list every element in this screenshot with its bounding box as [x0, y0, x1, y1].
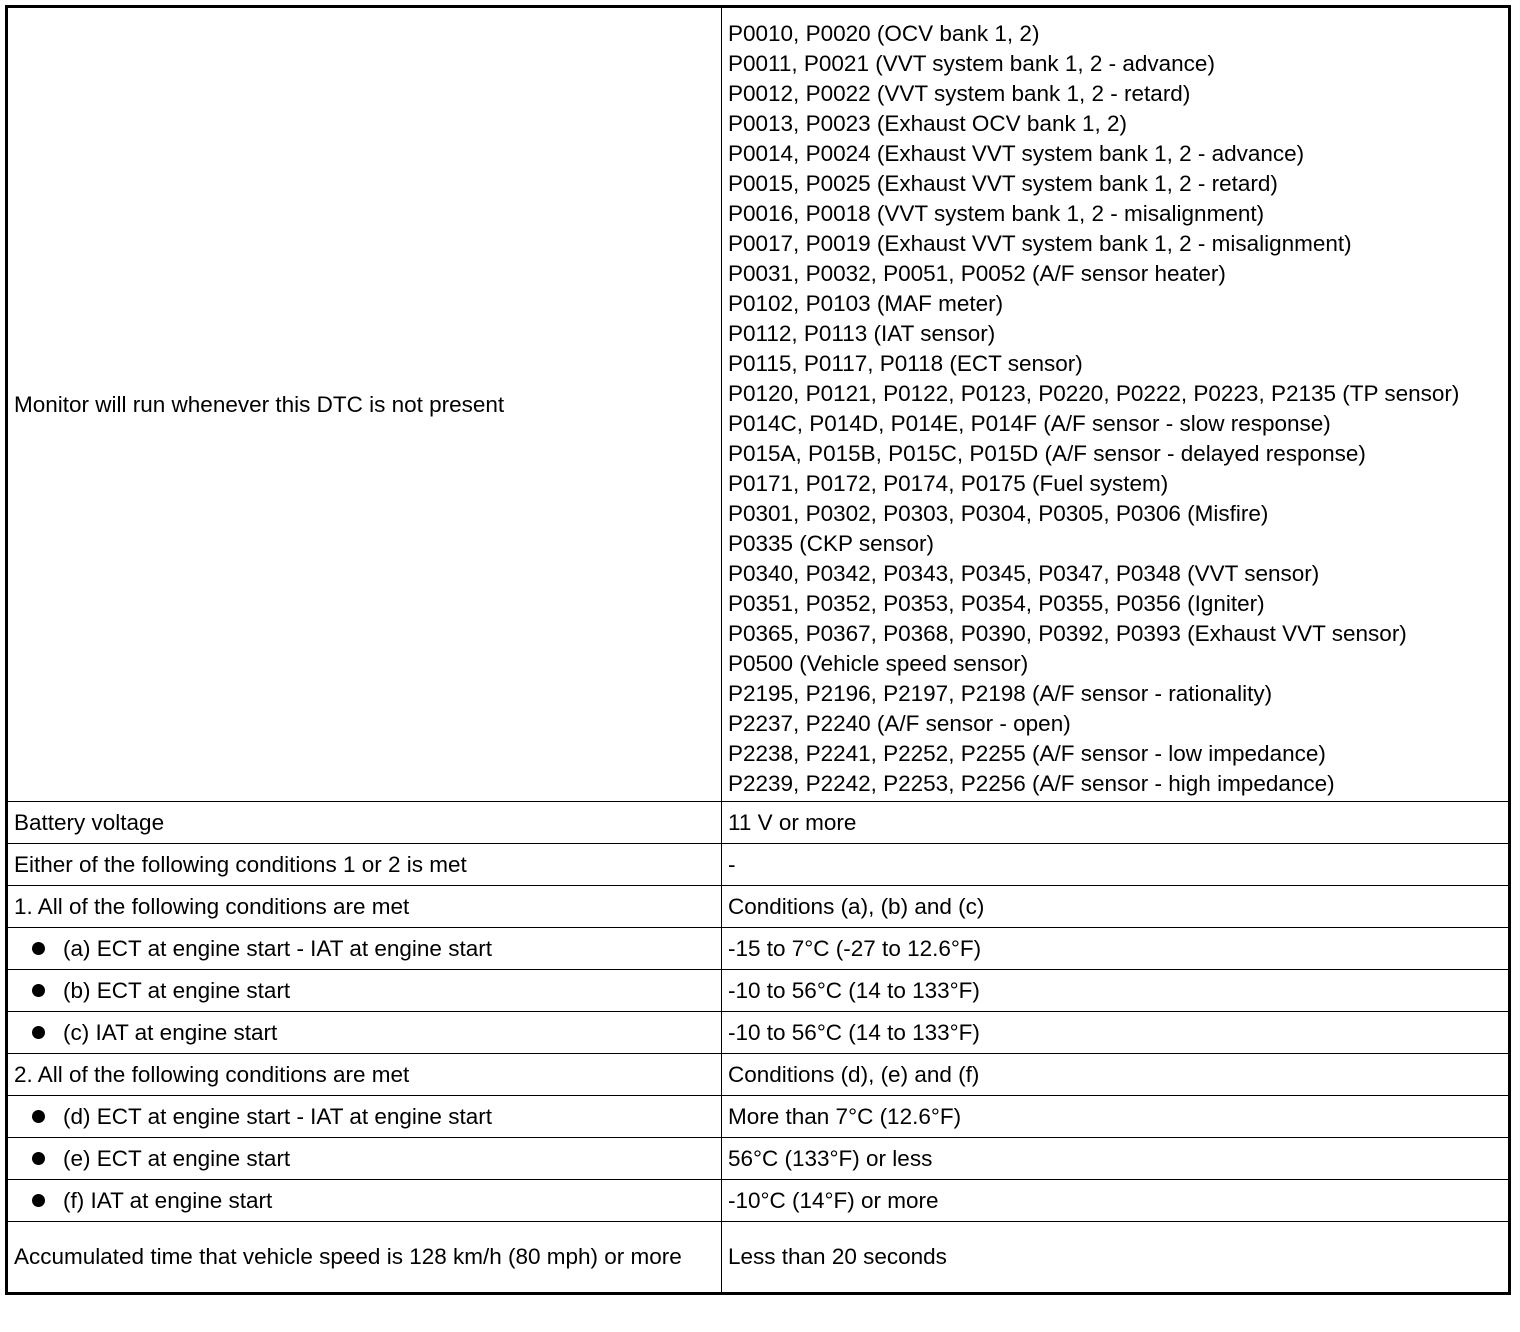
table-row — [7, 886, 1510, 928]
table-row — [7, 802, 1510, 844]
bullet-icon — [32, 1026, 45, 1039]
condition-label-cell — [7, 928, 722, 970]
condition-value-cell: - — [722, 844, 1510, 886]
dtc-item: P015A, P015B, P015C, P015D (A/F sensor - delayed response) — [728, 441, 1366, 466]
condition-value-cell: -10 to 56°C (14 to 133°F) — [722, 970, 1510, 1012]
condition-value-cell: More than 7°C (12.6°F) — [722, 1096, 1510, 1138]
table-row — [7, 1096, 1510, 1138]
condition-label: (a) ECT at engine start - IAT at engine start — [63, 935, 492, 961]
condition-label-cell: 2. All of the following conditions are met — [7, 1054, 722, 1096]
condition-value-cell: 11 V or more — [722, 802, 1510, 844]
dtc-item: P2239, P2242, P2253, P2256 (A/F sensor - high impedance) — [728, 771, 1335, 796]
condition-label-cell: Accumulated time that vehicle speed is 128 km/h (80 mph) or more — [7, 1222, 722, 1294]
condition-label-cell: Either of the following conditions 1 or 2 is met — [7, 844, 722, 886]
condition-label-cell — [7, 1138, 722, 1180]
condition-value-cell: Conditions (a), (b) and (c) — [722, 886, 1510, 928]
table-row — [7, 844, 1510, 886]
bullet-icon — [32, 1152, 45, 1165]
table-row — [7, 1180, 1510, 1222]
dtc-item: P0011, P0021 (VVT system bank 1, 2 - advance) — [728, 51, 1215, 76]
bullet-icon — [32, 942, 45, 955]
condition-label-cell — [7, 1096, 722, 1138]
condition-value-cell: Conditions (d), (e) and (f) — [722, 1054, 1510, 1096]
condition-label: (b) ECT at engine start — [63, 977, 291, 1003]
dtc-item: P0340, P0342, P0343, P0345, P0347, P0348 (VVT sensor) — [728, 561, 1320, 586]
dtc-item: P2195, P2196, P2197, P2198 (A/F sensor - rationality) — [728, 681, 1273, 706]
bullet-icon — [32, 1194, 45, 1207]
table-row — [7, 1138, 1510, 1180]
table-row — [7, 970, 1510, 1012]
dtc-item: P0365, P0367, P0368, P0390, P0392, P0393 (Exhaust VVT sensor) — [728, 621, 1407, 646]
condition-label: (e) ECT at engine start — [63, 1145, 291, 1171]
dtc-item: P0010, P0020 (OCV bank 1, 2) — [728, 21, 1040, 46]
dtc-item: P0112, P0113 (IAT sensor) — [728, 321, 996, 346]
table-row — [7, 1054, 1510, 1096]
bullet-icon — [32, 984, 45, 997]
dtc-item: P0335 (CKP sensor) — [728, 531, 934, 556]
bullet-icon — [32, 1110, 45, 1123]
bullet-item — [14, 976, 290, 1006]
dtc-item: P0013, P0023 (Exhaust OCV bank 1, 2) — [728, 111, 1127, 136]
dtc-item: P0351, P0352, P0353, P0354, P0355, P0356 (Igniter) — [728, 591, 1265, 616]
condition-value-cell: Less than 20 seconds — [722, 1222, 1510, 1294]
dtc-item: P0120, P0121, P0122, P0123, P0220, P0222, P0223, P2135 (TP sensor) — [728, 381, 1460, 406]
bullet-item — [14, 934, 492, 964]
table-row-monitor — [7, 7, 1510, 802]
condition-label-cell — [7, 970, 722, 1012]
table-row — [7, 1222, 1510, 1294]
dtc-item: P014C, P014D, P014E, P014F (A/F sensor - slow response) — [728, 411, 1331, 436]
condition-label-cell: Battery voltage — [7, 802, 722, 844]
dtc-item: P0115, P0117, P0118 (ECT sensor) — [728, 351, 1083, 376]
dtc-item: P0014, P0024 (Exhaust VVT system bank 1, 2 - advance) — [728, 141, 1305, 166]
condition-label: (c) IAT at engine start — [63, 1019, 278, 1045]
condition-label-cell — [7, 1012, 722, 1054]
condition-label: (d) ECT at engine start - IAT at engine start — [63, 1103, 492, 1129]
dtc-item: P2238, P2241, P2252, P2255 (A/F sensor - low impedance) — [728, 741, 1326, 766]
monitor-label-cell: Monitor will run whenever this DTC is not present — [7, 7, 722, 802]
conditions-table — [5, 5, 1511, 1295]
bullet-item — [14, 1018, 277, 1048]
dtc-item: P0500 (Vehicle speed sensor) — [728, 651, 1029, 676]
condition-label-cell — [7, 1180, 722, 1222]
condition-value-cell: -10°C (14°F) or more — [722, 1180, 1510, 1222]
table-row — [7, 928, 1510, 970]
dtc-item: P0016, P0018 (VVT system bank 1, 2 - misalignment) — [728, 201, 1265, 226]
condition-label-cell: 1. All of the following conditions are met — [7, 886, 722, 928]
condition-value-cell: 56°C (133°F) or less — [722, 1138, 1510, 1180]
dtc-item: P0015, P0025 (Exhaust VVT system bank 1, 2 - retard) — [728, 171, 1278, 196]
condition-rows — [7, 802, 1510, 1294]
dtc-item: P0171, P0172, P0174, P0175 (Fuel system) — [728, 471, 1169, 496]
table-row — [7, 1012, 1510, 1054]
bullet-item — [14, 1102, 492, 1132]
condition-label: (f) IAT at engine start — [63, 1187, 273, 1213]
dtc-item: P0031, P0032, P0051, P0052 (A/F sensor heater) — [728, 261, 1226, 286]
dtc-item: P0012, P0022 (VVT system bank 1, 2 - retard) — [728, 81, 1191, 106]
dtc-item: P0017, P0019 (Exhaust VVT system bank 1, 2 - misalignment) — [728, 231, 1352, 256]
bullet-item — [14, 1144, 290, 1174]
dtc-item: P0301, P0302, P0303, P0304, P0305, P0306 (Misfire) — [728, 501, 1269, 526]
dtc-list-cell — [722, 7, 1510, 802]
condition-value-cell: -15 to 7°C (-27 to 12.6°F) — [722, 928, 1510, 970]
bullet-item — [14, 1186, 272, 1216]
dtc-item: P2237, P2240 (A/F sensor - open) — [728, 711, 1071, 736]
condition-value-cell: -10 to 56°C (14 to 133°F) — [722, 1012, 1510, 1054]
dtc-item: P0102, P0103 (MAF meter) — [728, 291, 1004, 316]
